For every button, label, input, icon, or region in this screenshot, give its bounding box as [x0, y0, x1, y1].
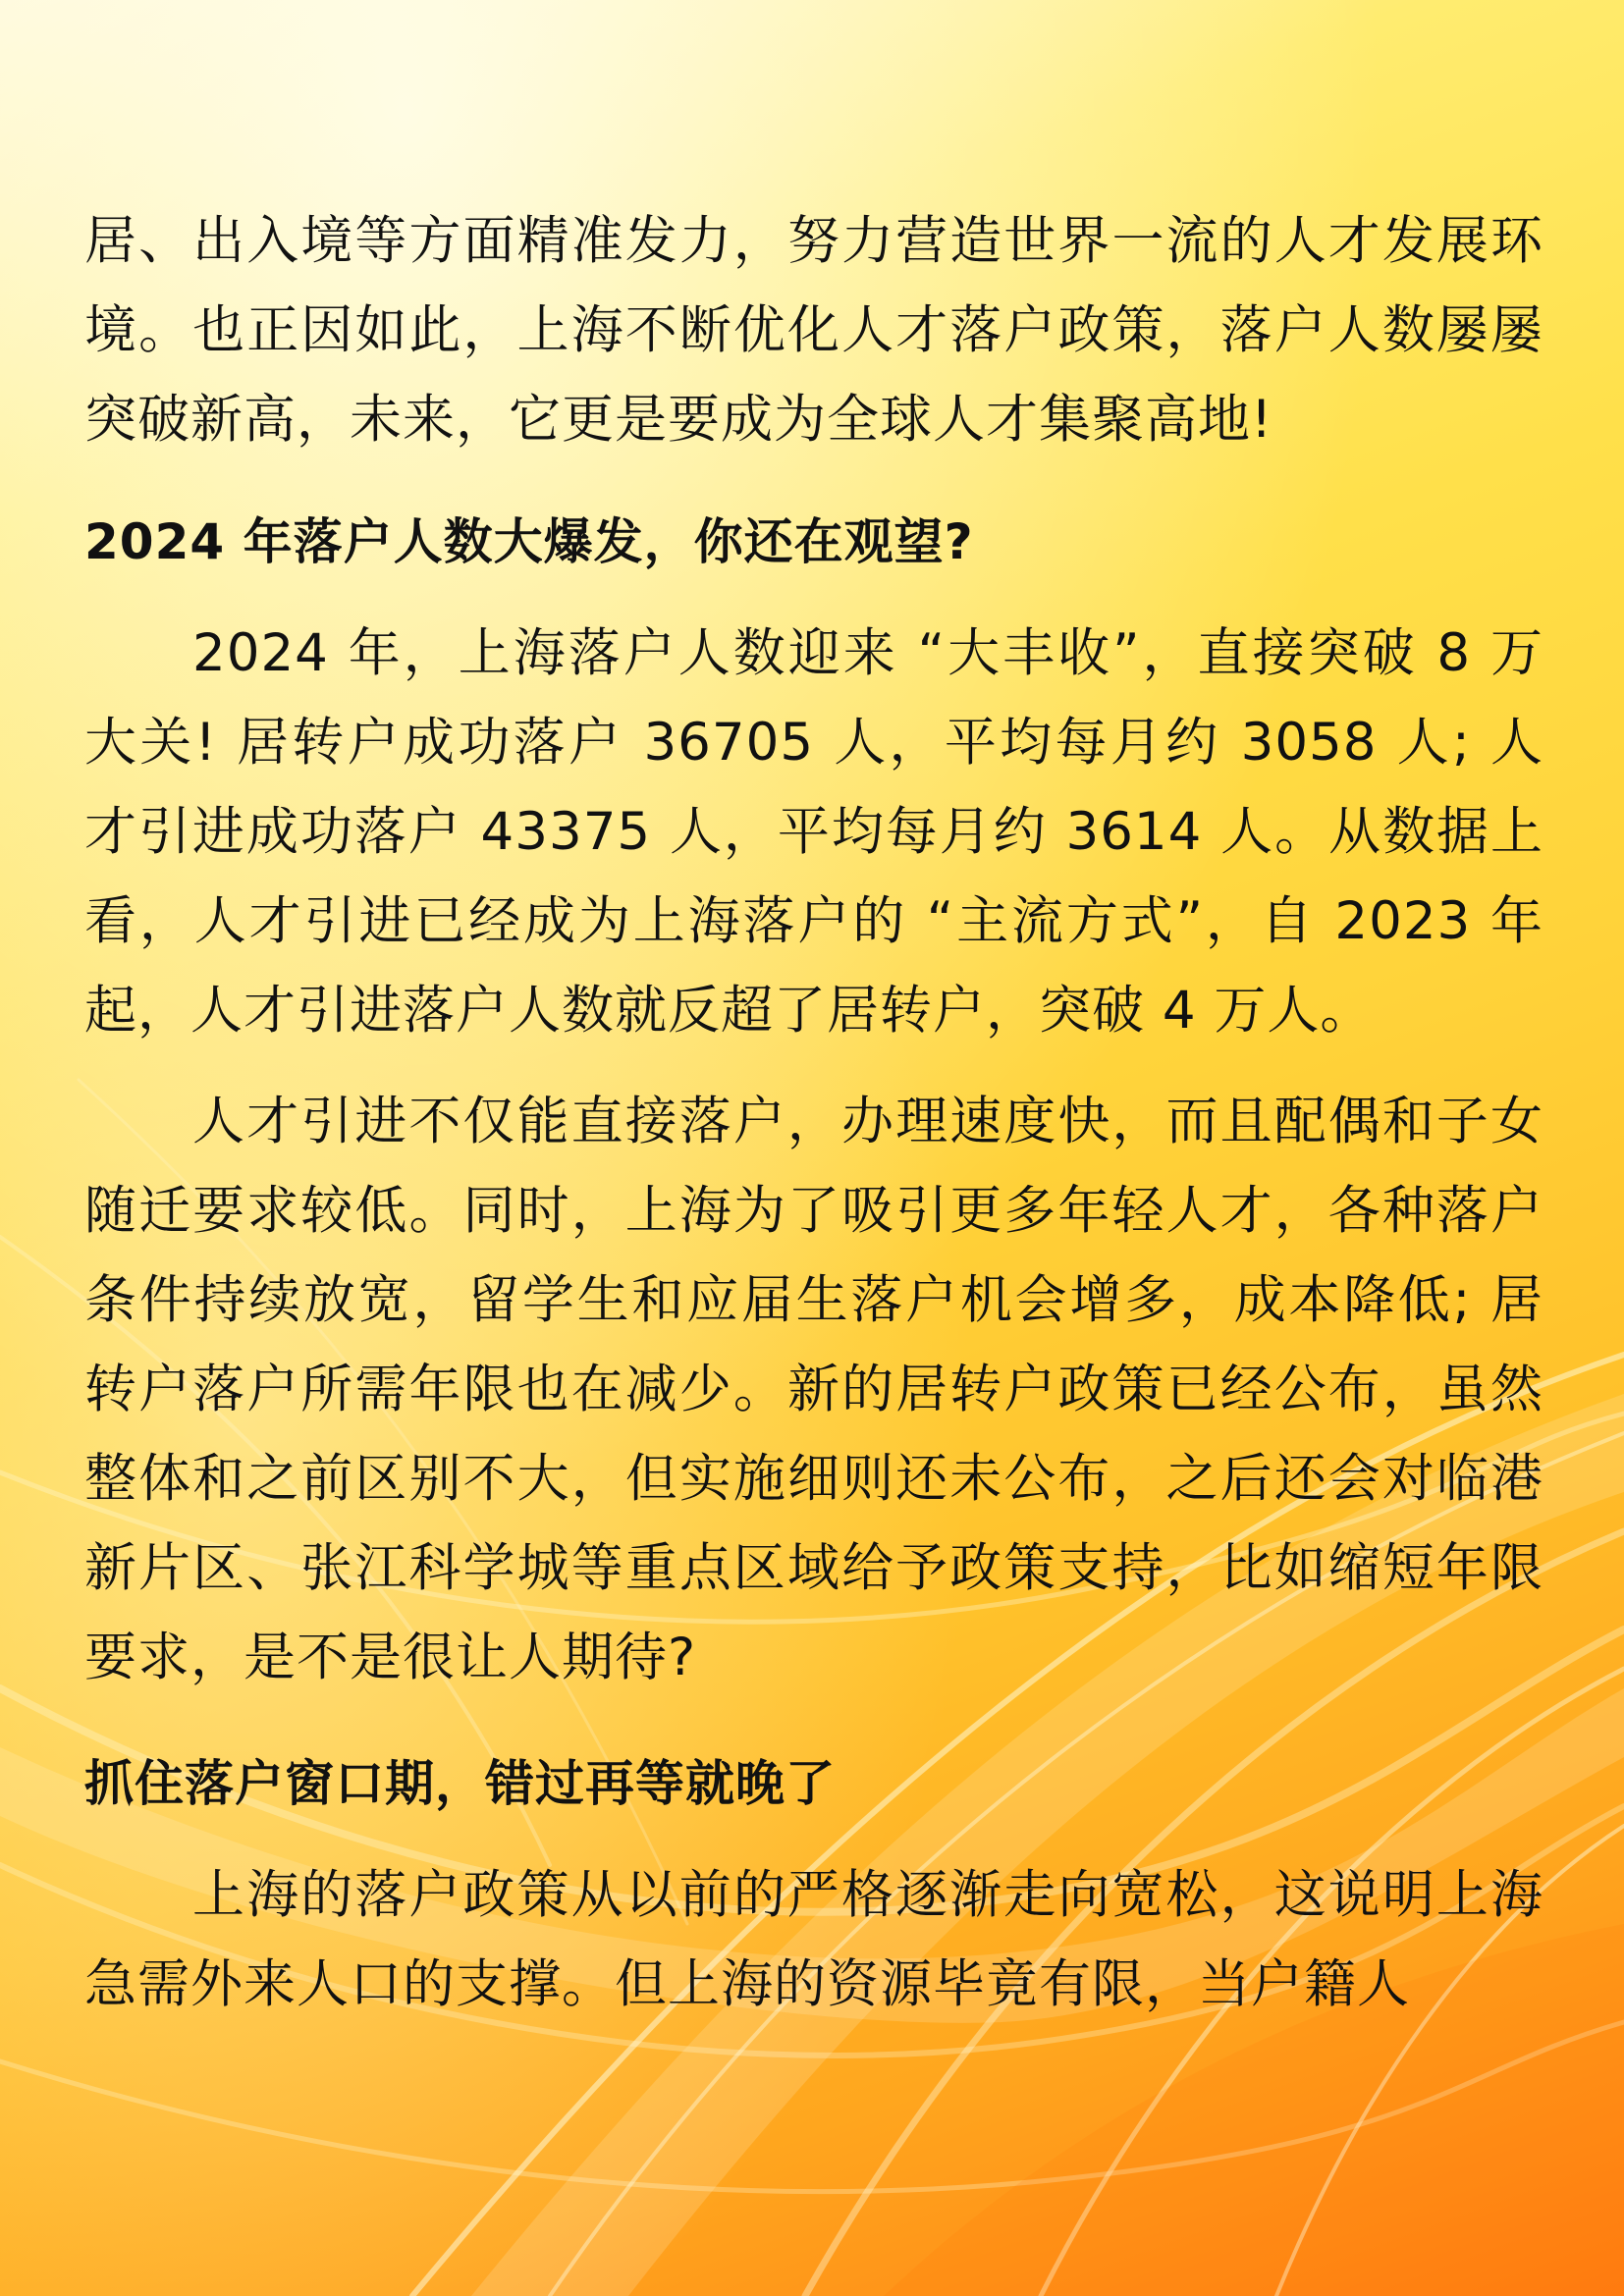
article-paragraph-2: 2024 年，上海落户人数迎来 “大丰收”，直接突破 8 万大关! 居转户成功落户 36705 人，平均每月约 3058 人; 人才引进成功落户 43375 人，平均每月约 3614 人。从数据上看，人才引进已经成为上海落户的 “主流方式”，自 2023 年起，人才引进落户人数就反超了居转户，突破 4 万人。	[84, 623, 1543, 1041]
section-heading-window-period: 抓住落户窗口期，错过再等就晚了	[84, 1755, 836, 1812]
article-paragraph-3: 人才引进不仅能直接落户，办理速度快，而且配偶和子女随迁要求较低。同时，上海为了吸引更多年轻人才，各种落户条件持续放宽，留学生和应届生落户机会增多，成本降低; 居转户落户所需年限也在减少。新的居转户政策已经公布，虽然整体和之前区别不大，但实施细则还未公布，之后还会对临港新片区、张江科学城等重点区域给予政策支持，比如缩短年限要求，是不是很让人期待?	[84, 1092, 1543, 1687]
article-paragraph-4: 上海的落户政策从以前的严格逐渐走向宽松，这说明上海急需外来人口的支撑。但上海的资源毕竟有限，当户籍人	[84, 1865, 1543, 2014]
article-paragraph-1: 居、出入境等方面精准发力，努力营造世界一流的人才发展环境。也正因如此，上海不断优化人才落户政策，落户人数屡屡突破新高，未来，它更是要成为全球人才集聚高地!	[84, 211, 1543, 450]
section-heading-2024-surge: 2024 年落户人数大爆发，你还在观望?	[84, 513, 974, 570]
article-body	[84, 196, 1543, 2029]
